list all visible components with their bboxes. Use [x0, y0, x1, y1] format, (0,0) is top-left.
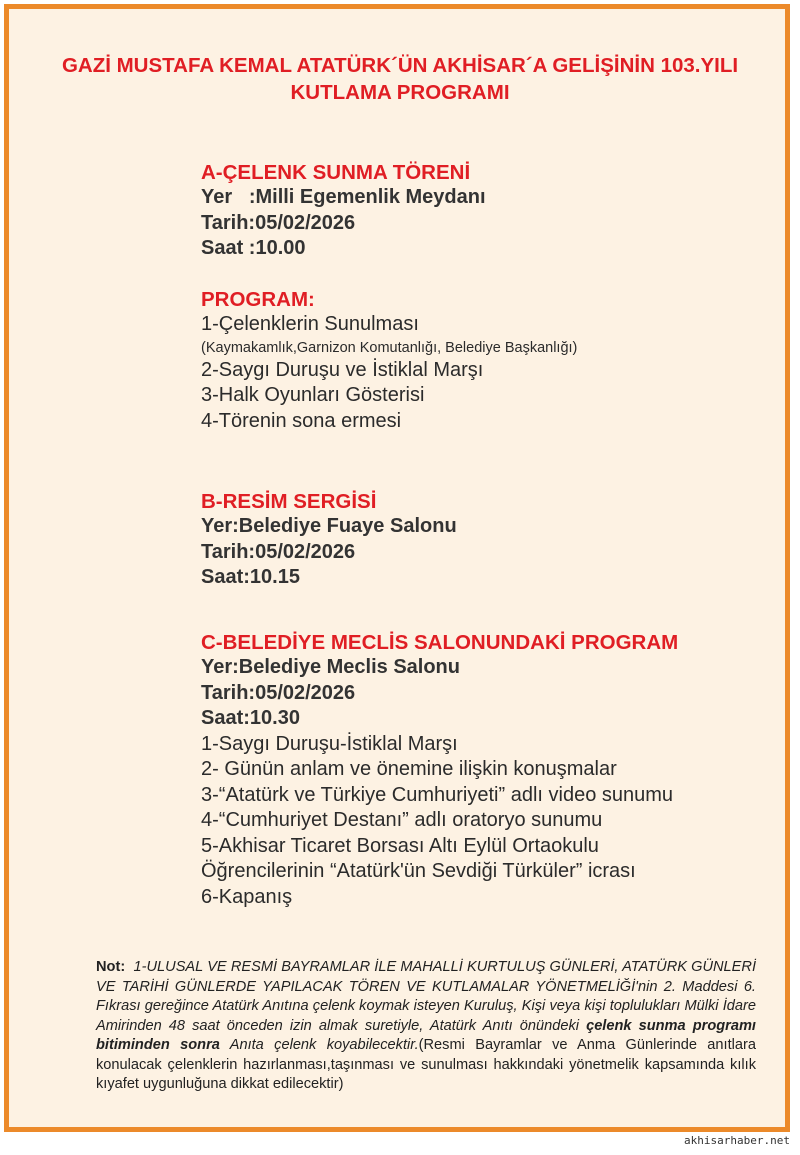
- program-item: 1-Çelenklerin Sunulması: [201, 313, 419, 335]
- section-c-item: 5-Akhisar Ticaret Borsası Altı Eylül Ortaokulu: [201, 834, 599, 857]
- section-a: [201, 160, 780, 262]
- title-line-1: GAZİ MUSTAFA KEMAL ATATÜRK´ÜN AKHİSAR´A GELİŞİNİN 103.YILI: [61, 54, 739, 77]
- section-c-item: 2- Günün anlam ve önemine ilişkin konuşmalar: [201, 758, 617, 780]
- section-b-place: Yer:Belediye Fuaye Salonu: [201, 515, 457, 537]
- section-a-date: Tarih:05/02/2026: [201, 211, 356, 234]
- section-a-time: Saat :10.00: [201, 237, 306, 259]
- section-c-item: 3-“Atatürk ve Türkiye Cumhuriyeti” adlı video sunumu: [201, 783, 674, 806]
- section-c-heading: C-BELEDİYE MECLİS SALONUNDAKİ PROGRAM: [201, 631, 679, 654]
- program-section: [201, 287, 780, 434]
- note-paragraph: [96, 958, 756, 1095]
- note-emphasis: çelenk sunma programı bitiminden sonra: [96, 1017, 756, 1053]
- section-b-date: Tarih:05/02/2026: [201, 540, 356, 563]
- section-c-item: 1-Saygı Duruşu-İstiklal Marşı: [201, 732, 458, 755]
- section-c-place: Yer:Belediye Meclis Salonu: [201, 656, 460, 678]
- section-c-time: Saat:10.30: [201, 707, 300, 729]
- program-item: 2-Saygı Duruşu ve İstiklal Marşı: [201, 358, 484, 381]
- section-a-heading: A-ÇELENK SUNMA TÖRENİ: [201, 161, 471, 184]
- program-item: 3-Halk Oyunları Gösterisi: [201, 384, 425, 406]
- section-c: [201, 630, 780, 910]
- note-text-3: (Resmi Bayramlar ve Anma Günlerinde anıtlara konulacak çelenklerin hazırlanması,taşınması ve sunulması hakkındaki yönetmelik kapsamında kılık kıyafet uygunluğuna dikkat edilecektir): [96, 1037, 756, 1092]
- page-title: [0, 52, 800, 106]
- note-label: Not:: [96, 959, 126, 975]
- watermark: akhisarhaber.net: [684, 1134, 790, 1147]
- section-c-item: 4-“Cumhuriyet Destanı” adlı oratoryo sunumu: [201, 809, 603, 831]
- program-item: 4-Törenin sona ermesi: [201, 409, 402, 432]
- note-text-2: Anıta çelenk koyabilecektir.: [219, 1037, 419, 1053]
- section-a-place: Yer :Milli Egemenlik Meydanı: [201, 186, 486, 208]
- section-c-item: Öğrencilerinin “Atatürk'ün Sevdiği Türküler” icrası: [201, 860, 636, 882]
- program-item-note: (Kaymakamlık,Garnizon Komutanlığı, Belediye Başkanlığı): [201, 339, 578, 356]
- section-b: [201, 489, 780, 591]
- section-b-heading: B-RESİM SERGİSİ: [201, 490, 377, 513]
- section-b-time: Saat:10.15: [201, 566, 300, 588]
- section-c-item: 6-Kapanış: [201, 885, 293, 908]
- note-text: 1-ULUSAL VE RESMİ BAYRAMLAR İLE MAHALLİ KURTULUŞ GÜNLERİ, ATATÜRK GÜNLERİ VE TARİHİ GÜNLERDE YAPILACAK TÖREN VE KUTLAMALAR YÖNETMELİĞİ'nin 2. Maddesi 6. Fıkrası gereğince Atatürk Anıtına çelenk koymak isteyen Kuruluş, Kişi veya kişi toplulukları Mülki İdare Amirinden 48 saat önceden izin almak suretiyle, Atatürk Anıtı önündeki: [96, 959, 757, 1034]
- program-heading: PROGRAM:: [201, 288, 315, 311]
- title-line-2: KUTLAMA PROGRAMI: [290, 81, 510, 104]
- section-c-date: Tarih:05/02/2026: [201, 681, 356, 704]
